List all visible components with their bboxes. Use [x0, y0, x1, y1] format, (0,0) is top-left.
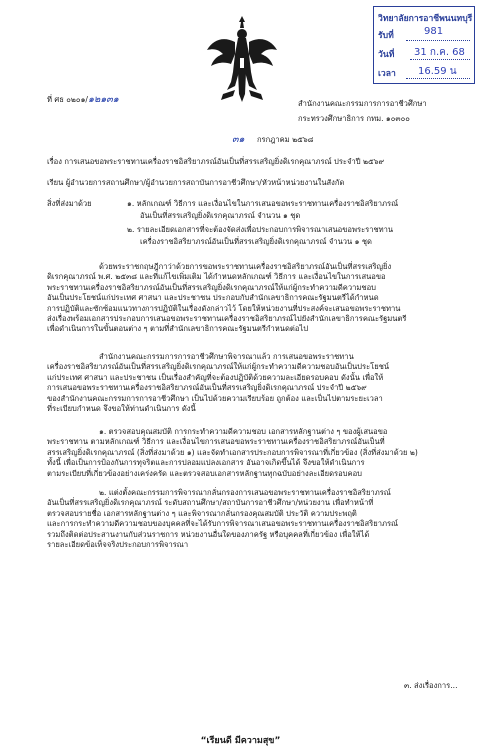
p2-line: การเสนอขอพระราชทานเครื่องราชอิสริยาภรณ์อันเป็นที่สรรเสริญยิ่งดิเรกคุณาภรณ์ ประจำปี ๒๕๖๙: [47, 383, 367, 393]
p3-line: ๑. ตรวจสอบคุณสมบัติ การกระทำความดีความชอบ เอกสารหลักฐานต่าง ๆ ของผู้เสนอขอ: [99, 427, 388, 436]
p4-line: รวมถึงติดต่อประสานงานกับส่วนราชการ หน่วยงานอื่นใดของภาครัฐ หรือบุคคลที่เกี่ยวข้อง เพื่อให้ได้: [47, 529, 370, 539]
stamp-date-value: 31 ก.ค. 68: [414, 47, 465, 58]
receiving-stamp: [373, 6, 475, 84]
subject-line: เรื่อง การเสนอขอพระราชทานเครื่องราชอิสริยาภรณ์อันเป็นที่สรรเสริญยิ่งดิเรกคุณาภรณ์ ประจำปี ๒๕๖๙: [47, 157, 385, 166]
document-date: [232, 135, 314, 145]
paragraph-consideration: [47, 352, 467, 414]
attachments-label: สิ่งที่ส่งมาด้วย: [47, 199, 92, 208]
p3-line: ตามระเบียบที่เกี่ยวข้องอย่างเคร่งครัด และตรวจสอบเอกสารหลักฐานทุกฉบับอย่างละเอียดรอบคอบ: [47, 468, 362, 478]
p4-line: อันเป็นที่สรรเสริญยิ่งดิเรกคุณาภรณ์ ระดับสถานศึกษา/สถาบันการอาชีวศึกษา/หน่วยงาน เพื่อทำหน้าที่: [47, 498, 374, 508]
p4-line: และการกระทำความดีความชอบของบุคคลที่จะได้รับการพิจารณาเสนอขอพระราชทานเครื่องราชอิสริยาภรณ์: [47, 519, 399, 529]
attachment-2-line-1: ๒. รายละเอียดเอกสารที่จะต้องจัดส่งเพื่อประกอบการพิจารณาเสนอขอพระราชทาน: [127, 225, 394, 234]
paragraph-item-1: [47, 427, 467, 479]
stamp-time-value: 16.59 น: [418, 66, 457, 77]
continuation-marker: ๓. ส่งเรื่องการ...: [404, 681, 458, 690]
document-number: [47, 95, 119, 105]
p1-line: เพื่อดำเนินการในขั้นตอนต่าง ๆ ตามที่สำนักเลขาธิการคณะรัฐมนตรีกำหนดต่อไป: [47, 324, 309, 334]
doc-number-handwritten: ๑๒๑๓๑: [87, 94, 119, 105]
p3-line: ทั้งนี้ เพื่อเป็นการป้องกันการทุจริตและการปลอมแปลงเอกสาร อันอาจเกิดขึ้นได้ จึงขอให้ดำเนินการ: [47, 458, 365, 468]
p1-line: พระราชทานเครื่องราชอิสริยาภรณ์อันเป็นที่สรรเสริญยิ่งดิเรกคุณาภรณ์ให้แก่ผู้กระทำความดีความชอบ: [47, 282, 376, 292]
attachment-1-line-1: ๑. หลักเกณฑ์ วิธีการ และเงื่อนไขในการเสนอขอพระราชทานเครื่องราชอิสริยาภรณ์: [127, 199, 399, 208]
p1-line: การปฏิบัติและซักซ้อมแนวทางการปฏิบัติในเรื่องดังกล่าวไว้ โดยให้หน่วยงานที่ประสงค์จะเสนอขอพระราชทาน: [47, 303, 401, 313]
stamp-time-label: เวลา: [378, 69, 396, 79]
doc-number-prefix: ที่ ศธ ๐๒๐๑/: [47, 95, 88, 104]
p3-line: สรรเสริญยิ่งดิเรกคุณาภรณ์ (สิ่งที่ส่งมาด้วย ๑) และจัดทำเอกสารประกอบการพิจารณาที่เกี่ยวข้อง (สิ่งที่ส่งมาด้วย ๒): [47, 447, 418, 457]
stamp-org: วิทยาลัยการอาชีพนนทบุรี: [378, 14, 473, 24]
paragraph-background: [47, 262, 467, 335]
p1-line: อันเป็นประโยชน์แก่ประเทศ ศาสนา และประชาชน ประกอบกับสำนักเลขาธิการคณะรัฐมนตรีได้กำหนด: [47, 293, 379, 303]
p1-line: ด้วยพระราชกฤษฎีกาว่าด้วยการขอพระราชทานเครื่องราชอิสริยาภรณ์อันเป็นที่สรรเสริญยิ่ง: [99, 262, 392, 271]
p2-line: ของสำนักงานคณะกรรมการการอาชีวศึกษา เป็นไปด้วยความเรียบร้อย ถูกต้อง และเป็นไปตามระยะเวลา: [47, 393, 383, 403]
date-handwritten: ๓๑: [232, 134, 245, 145]
p4-line: ตรวจสอบรายชื่อ เอกสารหลักฐานต่าง ๆ และพิจารณากลั่นกรองคุณสมบัติ ประวัติ ความประพฤติ: [47, 508, 357, 518]
recipient-line: เรียน ผู้อำนวยการสถานศึกษา/ผู้อำนวยการสถาบันการอาชีวศึกษา/หัวหน้าหน่วยงานในสังกัด: [47, 178, 345, 187]
issuing-office: สำนักงานคณะกรรมการการอาชีวศึกษา: [298, 99, 427, 108]
paragraph-item-2: [47, 488, 467, 550]
p2-line: ที่ระเบียบกำหนด จึงขอให้ท่านดำเนินการ ดังนี้: [47, 404, 196, 414]
p2-line: แก่ประเทศ ศาสนา และประชาชน เป็นเรื่องสำคัญที่จะต้องปฏิบัติด้วยความละเอียดรอบคอบ ดังนั้น เพื่อให้: [47, 372, 384, 382]
stamp-recv-number: 981: [424, 26, 444, 37]
garuda-emblem-icon: [205, 14, 279, 106]
p1-line: ส่งเรื่องพร้อมเอกสารประกอบการเสนอขอพระราชทานเครื่องราชอิสริยาภรณ์ไปยังสำนักเลขาธิการคณะรัฐมนตรี: [47, 314, 407, 324]
attachment-2-line-2: เครื่องราชอิสริยาภรณ์อันเป็นที่สรรเสริญยิ่งดิเรกคุณาภรณ์ จำนวน ๑ ชุด: [140, 237, 372, 246]
date-month-year: กรกฎาคม ๒๕๖๘: [256, 135, 314, 144]
stamp-date-label: วันที่: [378, 50, 395, 60]
p4-line: รายละเอียดข้อเท็จจริงประกอบการพิจารณา: [47, 540, 189, 550]
p4-line: ๒. แต่งตั้งคณะกรรมการพิจารณากลั่นกรองการเสนอขอพระราชทานเครื่องราชอิสริยาภรณ์: [99, 488, 391, 497]
p2-line: สำนักงานคณะกรรมการการอาชีวศึกษาพิจารณาแล้ว การเสนอขอพระราชทาน: [99, 352, 354, 361]
agency-motto: “เรียนดี มีความสุข”: [200, 736, 281, 746]
issuing-office-address: กระทรวงศึกษาธิการ กทม. ๑๐๓๐๐: [298, 114, 410, 123]
attachment-1-line-2: อันเป็นที่สรรเสริญยิ่งดิเรกคุณาภรณ์ จำนวน ๑ ชุด: [140, 211, 301, 220]
p1-line: ดิเรกคุณาภรณ์ พ.ศ. ๒๕๓๘ และที่แก้ไขเพิ่มเติม ได้กำหนดหลักเกณฑ์ วิธีการ และเงื่อนไขในการเสนอขอ: [47, 272, 386, 282]
p3-line: พระราชทาน ตามหลักเกณฑ์ วิธีการ และเงื่อนไขการเสนอขอพระราชทานเครื่องราชอิสริยาภรณ์อันเป็นที่: [47, 437, 385, 447]
p2-line: เครื่องราชอิสริยาภรณ์อันเป็นที่สรรเสริญยิ่งดิเรกคุณาภรณ์ให้แก่ผู้กระทำความดีความชอบอันเป็นประโยชน์: [47, 362, 390, 372]
stamp-recv-label: รับที่: [378, 31, 394, 41]
